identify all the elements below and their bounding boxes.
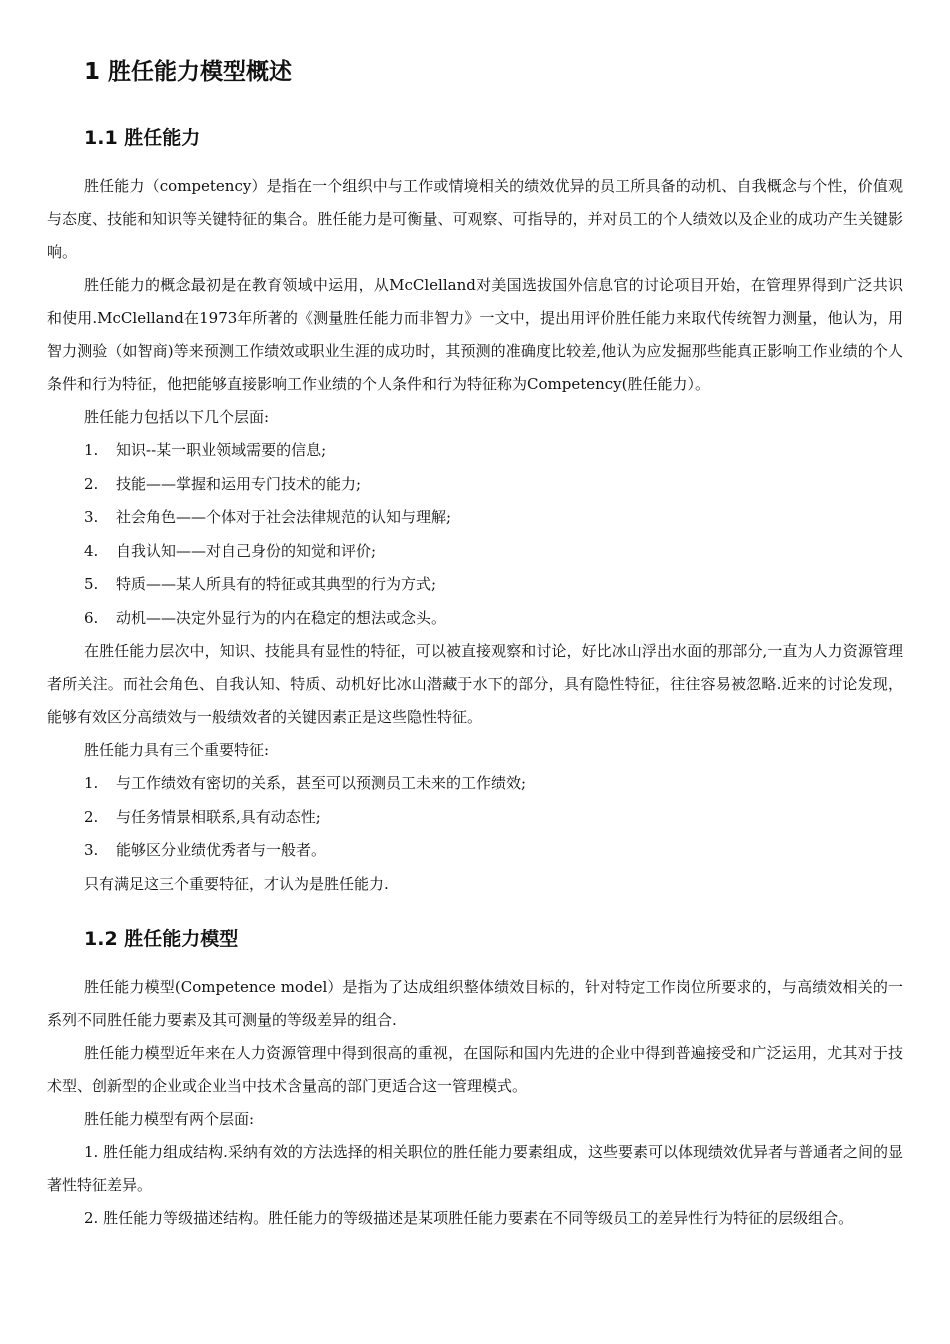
section-heading-1-1: 1.1 胜任能力 (84, 127, 201, 149)
list-number: 3. (84, 841, 99, 859)
list-item (84, 602, 903, 636)
list-text: 与任务情景相联系,具有动态性; (116, 807, 321, 826)
model-level-item: 1. 胜任能力组成结构.采纳有效的方法选择的相关职位的胜任能力要素组成，这些要素可以体现绩效优异者与普通者之间的显著性特征差异。 (47, 1142, 903, 1194)
list-number: 5. (84, 575, 99, 593)
list-text: 自我认知——对自己身份的知觉和评价; (116, 541, 377, 560)
list-item (84, 767, 903, 801)
features-list (47, 767, 903, 868)
list-text: 技能——掌握和运用专门技术的能力; (116, 474, 362, 493)
list-item (84, 468, 903, 502)
list-text: 与工作绩效有密切的关系，甚至可以预测员工未来的工作绩效; (116, 774, 527, 792)
paragraph-definition: 胜任能力（competency）是指在一个组织中与工作或情境相关的绩效优异的员工所具备的动机、自我概念与个性，价值观与态度、技能和知识等关键特征的集合。胜任能力是可衡量、可观察、可指导的，并对员工的个人绩效以及企业的成功产生关键影响。 (47, 177, 903, 261)
list-item (84, 568, 903, 602)
section-heading-1-2: 1.2 胜任能力模型 (84, 927, 239, 950)
paragraph-model-definition: 胜任能力模型(Competence model）是指为了达成组织整体绩效目标的，针对特定工作岗位所要求的，与高绩效相关的一系列不同胜任能力要素及其可测量的等级差异的组合. (47, 977, 903, 1029)
list-number: 2. (84, 807, 99, 826)
paragraph-model-usage: 胜任能力模型近年来在人力资源管理中得到很高的重视，在国际和国内先进的企业中得到普遍接受和广泛运用，尤其对于技术型、创新型的企业或企业当中技术含量高的部门更适合这一管理模式。 (47, 1043, 903, 1095)
list-number: 1. (84, 774, 99, 792)
list-item (84, 801, 903, 835)
list-item (84, 434, 903, 468)
paragraph-model-levels-intro: 胜任能力模型有两个层面: (84, 1109, 255, 1128)
list-item (84, 834, 903, 868)
list-text: 社会角色——个体对于社会法律规范的认知与理解; (116, 508, 452, 526)
list-number: 4. (84, 541, 99, 560)
list-text: 动机——决定外显行为的内在稳定的想法或念头。 (116, 608, 447, 627)
list-number: 1. (84, 441, 99, 459)
paragraph-features-intro: 胜任能力具有三个重要特征: (84, 741, 270, 759)
list-number: 2. (84, 474, 99, 493)
list-text: 特质——某人所具有的特征或其典型的行为方式; (116, 575, 437, 593)
paragraph-origin: 胜任能力的概念最初是在教育领域中运用，从McClelland对美国选拔国外信息官的讨论项目开始，在管理界得到广泛共识和使用.McClelland在1973年所著的《测量胜任能力而非智力》一文中，提出用评价胜任能力来取代传统智力测量，他认为，用智力测验（如智商)等来预测工作绩效或职业生涯的成功时，其预测的准确度比较差,他认为应发掘那些能真正影响工作业绩的个人条件和行为特征，他把能够直接影响工作业绩的个人条件和行为特征称为Competency(胜任能力）。 (47, 276, 903, 393)
list-text: 能够区分业绩优秀者与一般者。 (116, 841, 327, 859)
list-item (84, 501, 903, 535)
chapter-heading: 1 胜任能力模型概述 (84, 59, 293, 85)
paragraph-iceberg: 在胜任能力层次中，知识、技能具有显性的特征，可以被直接观察和讨论，好比冰山浮出水面的那部分,一直为人力资源管理者所关注。而社会角色、自我认知、特质、动机好比冰山潜藏于水下的部分，具有隐性特征，往往容易被忽略.近来的讨论发现，能够有效区分高绩效与一般绩效者的关键因素正是这些隐性特征。 (47, 642, 903, 726)
paragraph-conclusion: 只有满足这三个重要特征，才认为是胜任能力. (84, 874, 389, 893)
list-item (84, 535, 903, 569)
list-number: 3. (84, 508, 99, 526)
paragraph-levels-intro: 胜任能力包括以下几个层面: (84, 408, 270, 426)
model-level-item: 2. 胜任能力等级描述结构。胜任能力的等级描述是某项胜任能力要素在不同等级员工的差异性行为特征的层级组合。 (84, 1208, 854, 1227)
list-number: 6. (84, 608, 99, 627)
list-text: 知识--某一职业领域需要的信息; (116, 441, 327, 459)
levels-list (47, 434, 903, 635)
